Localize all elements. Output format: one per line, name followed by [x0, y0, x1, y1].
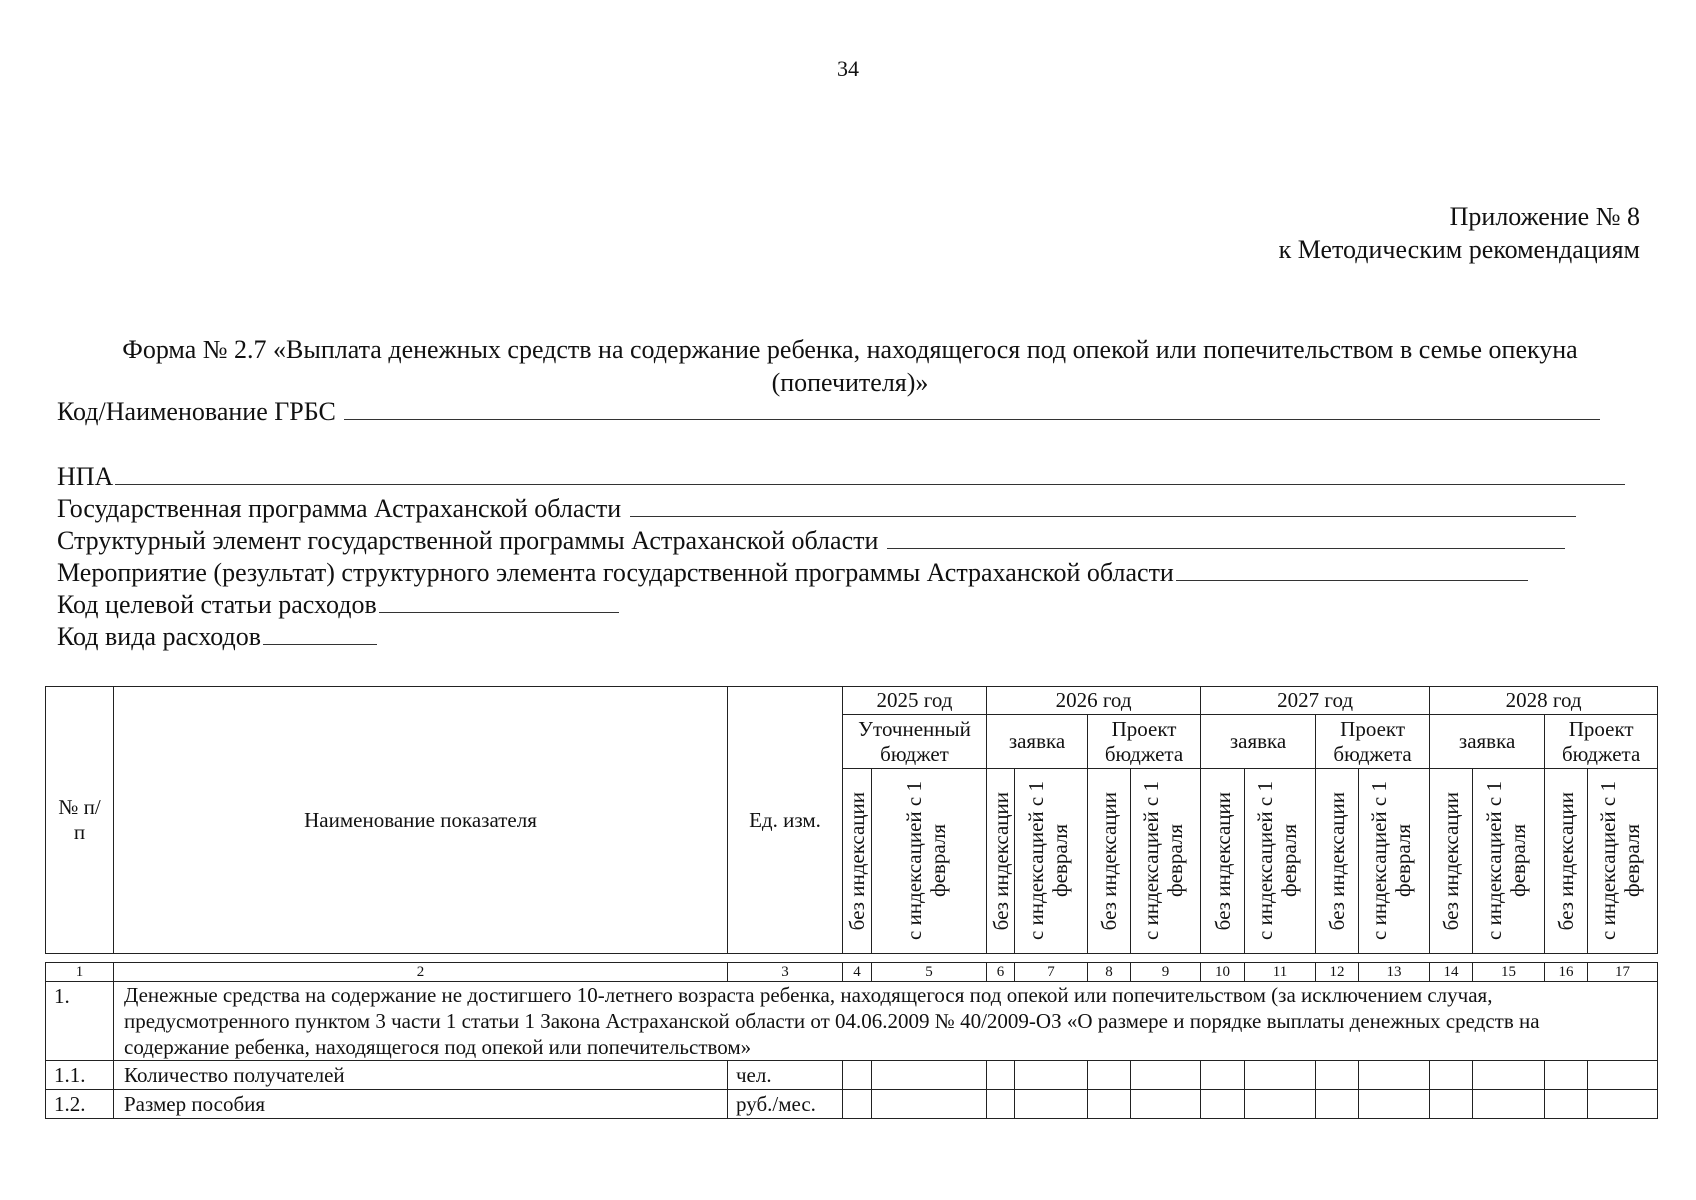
section-number: 1. — [46, 982, 114, 1061]
col-num: 6 — [987, 963, 1015, 982]
data-cell[interactable] — [1588, 1061, 1658, 1090]
col-num: 13 — [1359, 963, 1430, 982]
data-cell[interactable] — [1088, 1061, 1131, 1090]
rot-no-index-4: без индексации — [843, 769, 872, 954]
sub-request-2026: заявка — [987, 715, 1088, 769]
form-title: Форма № 2.7 «Выплата денежных средств на содержание ребенка, находящегося под опекой или попечительством в семье опекуна (попечителя)» — [122, 335, 1578, 397]
data-cell[interactable] — [987, 1090, 1015, 1119]
field-grbs-line[interactable] — [344, 397, 1600, 420]
field-npa — [57, 462, 1625, 492]
field-expense-code-label: Код вида расходов — [57, 622, 261, 651]
col-num: 5 — [872, 963, 987, 982]
data-cell[interactable] — [987, 1061, 1015, 1090]
table-header — [45, 686, 1658, 954]
rot-with-index-13: с индексацией с 1 февраля — [1359, 769, 1430, 954]
data-cell[interactable] — [1359, 1061, 1430, 1090]
col-num: 1 — [46, 963, 114, 982]
field-expense-code-line[interactable] — [263, 622, 377, 645]
col-num: 9 — [1131, 963, 1201, 982]
appendix-subtitle: к Методическим рекомендациям — [1278, 235, 1640, 264]
data-cell[interactable] — [1015, 1090, 1088, 1119]
rot-with-index-15: с индексацией с 1 февраля — [1473, 769, 1545, 954]
rot-with-index-5: с индексацией с 1 февраля — [872, 769, 987, 954]
year-2027: 2027 год — [1201, 687, 1430, 715]
rot-no-index-8: без индексации — [1088, 769, 1131, 954]
data-cell[interactable] — [872, 1061, 987, 1090]
col-num: 8 — [1088, 963, 1131, 982]
section-text: Денежные средства на содержание не достигшего 10-летнего возраста ребенка, находящегося под опекой или попечительством (за исключением случая, предусмотренного пунктом 3 части 1 статьи 1 Закона Астраханской области от 04.06.2009 № 40/2009-ОЗ «О размере и порядке выплаты денежных средств на содержание ребенка, находящегося под опекой или попечительством» — [114, 982, 1658, 1061]
year-2028: 2028 год — [1430, 687, 1658, 715]
data-cell[interactable] — [1316, 1061, 1359, 1090]
field-expense-code — [57, 622, 377, 652]
data-cell[interactable] — [1131, 1090, 1201, 1119]
rot-no-index-16: без индексации — [1545, 769, 1588, 954]
col-header-no: № п/п — [46, 687, 114, 954]
year-2026: 2026 год — [987, 687, 1201, 715]
data-cell[interactable] — [1430, 1090, 1473, 1119]
table-row — [46, 1090, 1658, 1119]
rot-with-index-11: с индексацией с 1 февраля — [1245, 769, 1316, 954]
field-struct-element-line[interactable] — [887, 526, 1565, 549]
col-num: 16 — [1545, 963, 1588, 982]
sub-refined-2025: Уточненный бюджет — [843, 715, 987, 769]
col-num: 4 — [843, 963, 872, 982]
rot-with-index-9: с индексацией с 1 февраля — [1131, 769, 1201, 954]
data-cell[interactable] — [1359, 1090, 1430, 1119]
sub-draft-2027: Проект бюджета — [1316, 715, 1430, 769]
row-name: Количество получателей — [114, 1061, 728, 1090]
rot-no-index-14: без индексации — [1430, 769, 1473, 954]
field-struct-element — [57, 526, 1565, 556]
col-num: 17 — [1588, 963, 1658, 982]
appendix-number: Приложение № 8 — [1449, 202, 1640, 231]
col-num: 10 — [1201, 963, 1245, 982]
col-num: 15 — [1473, 963, 1545, 982]
field-event — [57, 558, 1528, 588]
sub-draft-2026: Проект бюджета — [1088, 715, 1201, 769]
col-num: 14 — [1430, 963, 1473, 982]
column-numbers-row — [46, 963, 1658, 982]
row-unit: чел. — [728, 1061, 843, 1090]
data-cell[interactable] — [1201, 1090, 1245, 1119]
data-cell[interactable] — [1588, 1090, 1658, 1119]
data-cell[interactable] — [872, 1090, 987, 1119]
field-program-line[interactable] — [630, 494, 1576, 517]
data-cell[interactable] — [843, 1090, 872, 1119]
section-row — [46, 982, 1658, 1061]
row-number: 1.1. — [46, 1061, 114, 1090]
data-cell[interactable] — [1245, 1090, 1316, 1119]
col-header-name: Наименование показателя — [114, 687, 728, 954]
col-num: 11 — [1245, 963, 1316, 982]
data-cell[interactable] — [1015, 1061, 1088, 1090]
field-target-code — [57, 590, 619, 620]
field-npa-line[interactable] — [115, 462, 1625, 485]
col-num: 12 — [1316, 963, 1359, 982]
data-cell[interactable] — [1245, 1061, 1316, 1090]
row-name: Размер пособия — [114, 1090, 728, 1119]
rot-no-index-10: без индексации — [1201, 769, 1245, 954]
rot-no-index-6: без индексации — [987, 769, 1015, 954]
data-cell[interactable] — [1473, 1090, 1545, 1119]
appendix-header — [1279, 200, 1640, 266]
data-cell[interactable] — [1473, 1061, 1545, 1090]
field-struct-element-label: Структурный элемент государственной программы Астраханской области — [57, 526, 879, 555]
field-npa-label: НПА — [57, 462, 114, 491]
table-row — [46, 1061, 1658, 1090]
data-cell[interactable] — [1430, 1061, 1473, 1090]
rot-with-index-7: с индексацией с 1 февраля — [1015, 769, 1088, 954]
field-event-label: Мероприятие (результат) структурного элемента государственной программы Астраханской области — [57, 558, 1174, 587]
sub-draft-2028: Проект бюджета — [1545, 715, 1658, 769]
col-header-unit: Ед. изм. — [728, 687, 843, 954]
data-cell[interactable] — [1316, 1090, 1359, 1119]
row-unit: руб./мес. — [728, 1090, 843, 1119]
year-2025: 2025 год — [843, 687, 987, 715]
data-cell[interactable] — [843, 1061, 872, 1090]
field-program-label: Государственная программа Астраханской области — [57, 494, 622, 523]
col-num: 2 — [114, 963, 728, 982]
rot-with-index-17: с индексацией с 1 февраля — [1588, 769, 1658, 954]
field-program — [57, 494, 1576, 524]
data-cell[interactable] — [1545, 1061, 1588, 1090]
col-num: 3 — [728, 963, 843, 982]
data-cell[interactable] — [1545, 1090, 1588, 1119]
rot-no-index-12: без индексации — [1316, 769, 1359, 954]
field-target-code-label: Код целевой статьи расходов — [57, 590, 377, 619]
data-cell[interactable] — [1201, 1061, 1245, 1090]
sub-request-2028: заявка — [1430, 715, 1545, 769]
field-target-code-line[interactable] — [379, 590, 619, 613]
table-body — [45, 962, 1658, 1119]
page-number: 34 — [837, 56, 859, 81]
field-event-line[interactable] — [1176, 558, 1528, 581]
data-cell[interactable] — [1088, 1090, 1131, 1119]
col-num: 7 — [1015, 963, 1088, 982]
field-grbs-label: Код/Наименование ГРБС — [57, 397, 336, 426]
sub-request-2027: заявка — [1201, 715, 1316, 769]
field-grbs — [57, 397, 1600, 427]
row-number: 1.2. — [46, 1090, 114, 1119]
data-cell[interactable] — [1131, 1061, 1201, 1090]
